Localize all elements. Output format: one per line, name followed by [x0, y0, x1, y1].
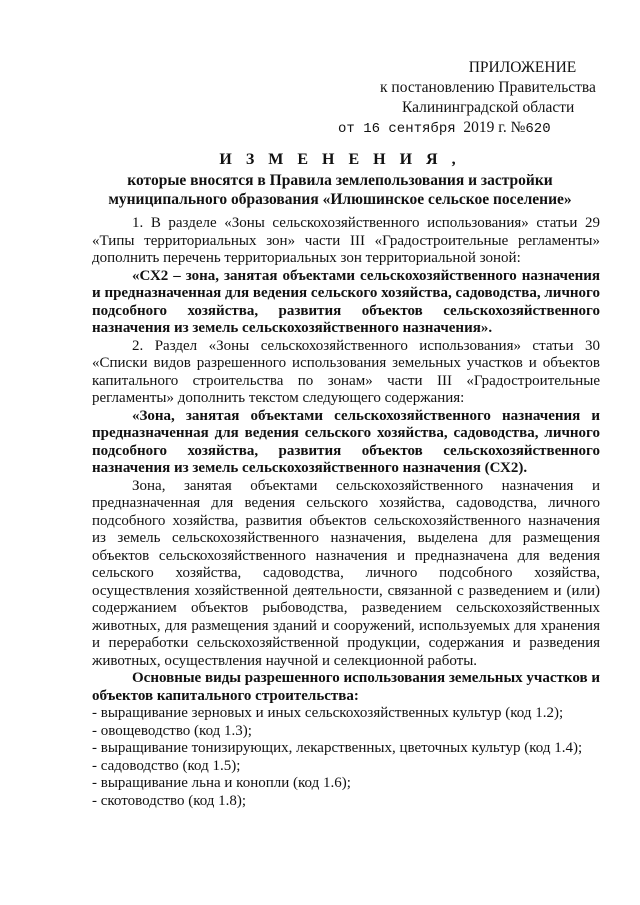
- list-item: - выращивание зерновых и иных сельскохозяйственных культур (код 1.2);: [92, 705, 564, 721]
- list-item: - скотоводство (код 1.8);: [92, 792, 247, 809]
- paragraph-6-bold: Основные виды разрешенного использования земельных участков и объектов капитального строительства:: [92, 670, 600, 704]
- paragraph-5: Зона, занятая объектами сельскохозяйственного назначения и предназначенная для ведения сельского хозяйства, садоводства, личного подсобного хозяйства, развития объектов сельскохозяйственного назначения из земель сельскохозяйственного назначения, выделена для размещения объектов сельскохозяйственного назначения и предназначена для ведения сельского хозяйства, садоводства, личного подсобного хозяйства, осуществления хозяйственной деятельности, связанной с разведением и (или) содержанием объектов рыбоводства, разведением сельскохозяйственных животных, для размещения зданий и сооружений, используемых для хранения и переработки сельскохозяйственной продукции, содержания и разведения животных, осуществления научной и селекционной работы.: [92, 477, 600, 669]
- appendix-number: 620: [525, 121, 551, 137]
- title-line-3: муниципального образования «Илюшинское сельское поселение»: [108, 191, 572, 208]
- document-body: [92, 215, 600, 810]
- paragraph-4-bold: «Зона, занятая объектами сельскохозяйственного назначения и предназначенная для ведения сельского хозяйства, садоводства, личного подсобного хозяйства, развития объектов сельскохозяйственного назначения из земель сельскохозяйственного назначения (СХ2).: [92, 407, 600, 476]
- appendix-year: 2019 г. №: [463, 119, 526, 136]
- paragraph-3: 2. Раздел «Зоны сельскохозяйственного использования» статьи 30 «Списки видов разрешенного использования земельных участков и объектов капитального строительства по зонам» части III «Градостроительные регламенты» дополнить текстом следующего содержания:: [92, 337, 600, 406]
- title-line-2: которые вносятся в Правила землепользования и застройки: [127, 172, 553, 189]
- appendix-region: Калининградской области: [402, 99, 575, 116]
- appendix-header: [338, 58, 625, 139]
- list-item: - выращивание льна и конопли (код 1.6);: [92, 775, 351, 791]
- paragraph-1: 1. В разделе «Зоны сельскохозяйственного использования» статьи 29 «Типы территориальных зон» части III «Градостроительные регламенты» дополнить перечень территориальных зон территориальной зоной:: [92, 215, 600, 266]
- list-item: - овощеводство (код 1.3);: [92, 722, 252, 739]
- appendix-resolution: к постановлению Правительства: [380, 79, 596, 96]
- paragraph-2-bold: «СХ2 – зона, занятая объектами сельскохозяйственного назначения и предназначенная для ведения сельского хозяйства, садоводства, личного подсобного хозяйства, развития объектов сельскохозяйственного назначения из земель сельскохозяйственного назначения».: [92, 267, 600, 336]
- appendix-label: ПРИЛОЖЕНИЕ: [468, 59, 577, 76]
- list-item: - садоводство (код 1.5);: [92, 757, 241, 774]
- list-item: - выращивание тонизирующих, лекарственных, цветочных культур (код 1.4);: [92, 740, 583, 756]
- appendix-date: от 16 сентября: [338, 121, 456, 137]
- appendix-date-line: [338, 118, 583, 139]
- title-main: И З М Е Н Е Н И Я ,: [219, 151, 461, 168]
- document-title: [60, 150, 620, 209]
